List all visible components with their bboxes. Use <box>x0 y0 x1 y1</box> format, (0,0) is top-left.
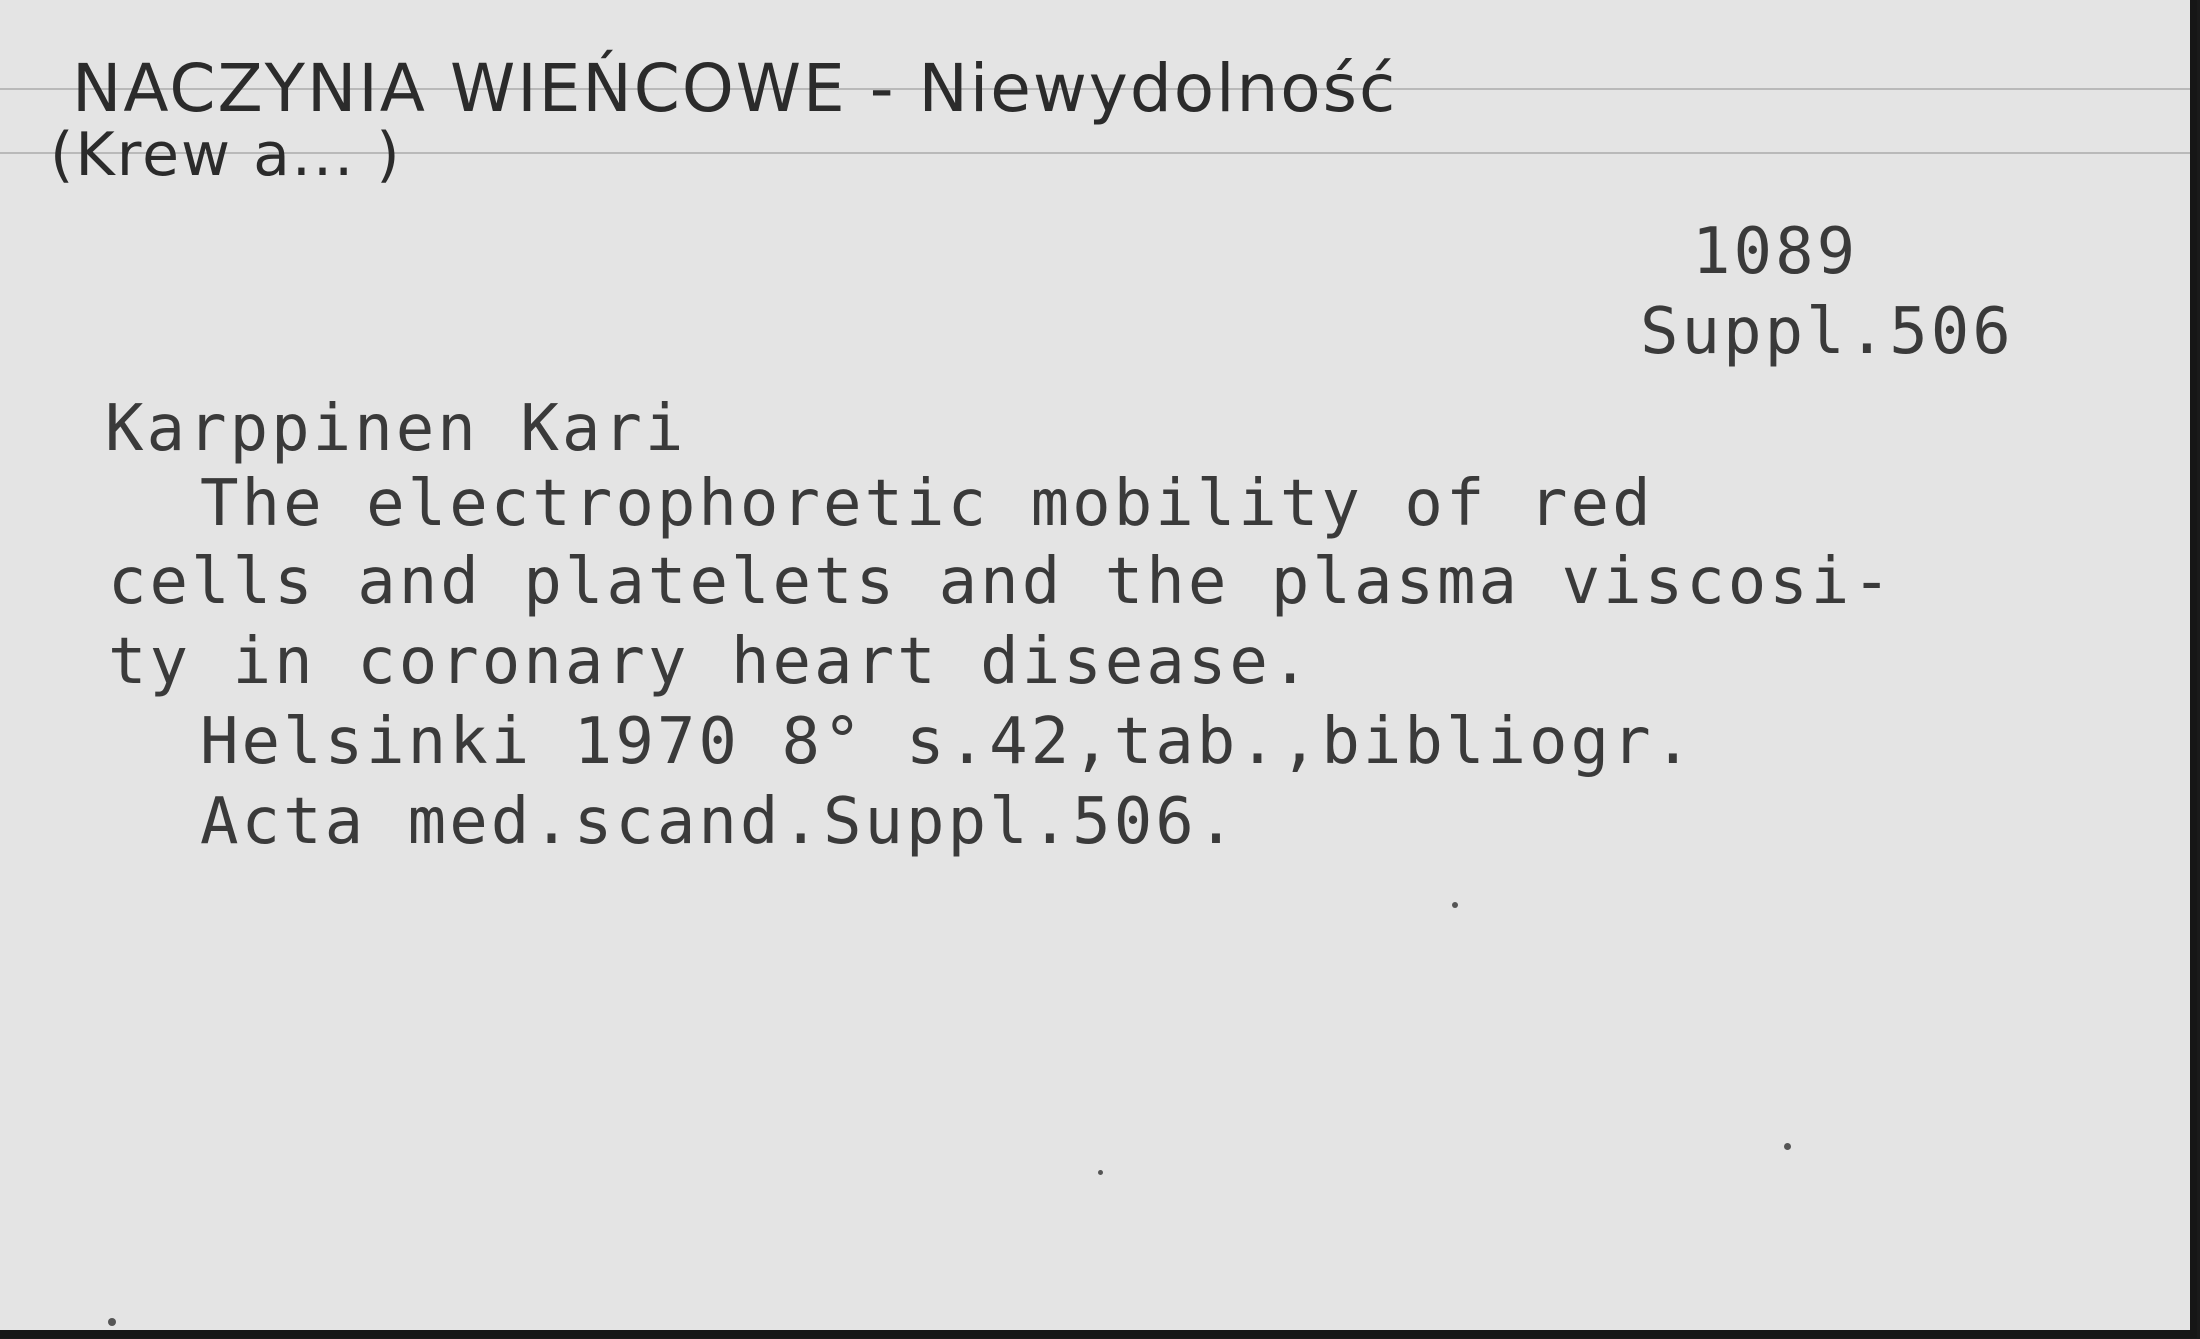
call-number-supplement: Suppl.506 <box>1640 295 2014 369</box>
paper-speck <box>1784 1143 1791 1150</box>
title-line: cells and platelets and the plasma viscosi- <box>108 545 1894 619</box>
author-name: Karppinen Kari <box>105 392 687 466</box>
paper-speck <box>1098 1170 1103 1175</box>
title-line: The electrophoretic mobility of red <box>200 467 1654 541</box>
subject-heading: NACZYNIA WIEŃCOWE - Niewydolność <box>72 50 1398 127</box>
imprint-line: Helsinki 1970 8° s.42,tab.,bibliogr. <box>200 705 1696 779</box>
title-line: ty in coronary heart disease. <box>108 625 1313 699</box>
call-number: 1089 <box>1692 215 1859 289</box>
series-line: Acta med.scand.Suppl.506. <box>200 785 1239 859</box>
paper-speck <box>1452 902 1458 908</box>
subject-subheading: (Krew a... ) <box>50 120 402 190</box>
paper-speck <box>108 1318 116 1326</box>
